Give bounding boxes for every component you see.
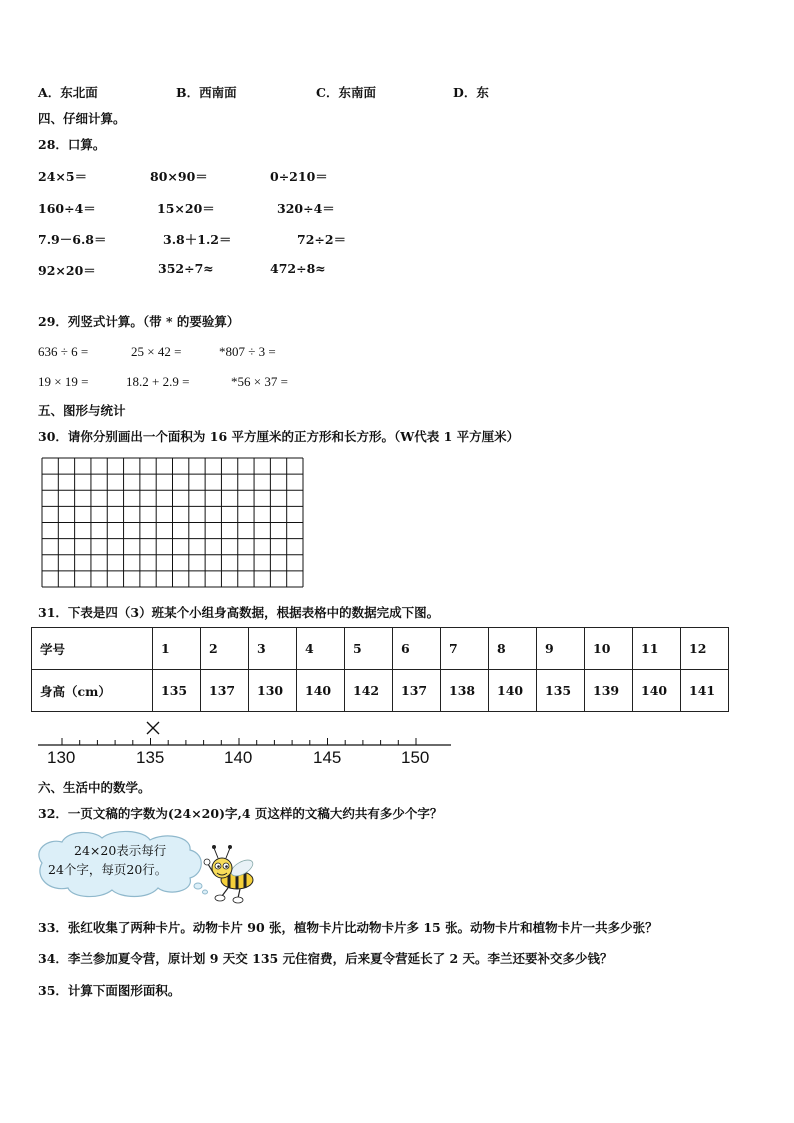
table-row-ids — [32, 628, 729, 670]
q29-item: 18.2 + 2.9 = — [126, 374, 190, 389]
table-cell: 4 — [297, 628, 345, 670]
bee-icon — [204, 845, 255, 903]
bubble-line-2: 24个字，每页20行。 — [48, 862, 168, 877]
q29-item: *56 × 37 = — [231, 374, 288, 389]
table-cell: 137 — [393, 670, 441, 712]
axis-tick-label: 130 — [47, 748, 76, 767]
option-c: C．东南面 — [316, 85, 376, 100]
table-cell: 12 — [681, 628, 729, 670]
q28-item: 7.9－6.8＝ — [38, 232, 107, 247]
table-cell: 130 — [249, 670, 297, 712]
q28-item: 92×20＝ — [38, 263, 96, 278]
table-cell: 140 — [297, 670, 345, 712]
table-cell: 137 — [201, 670, 249, 712]
table-cell: 140 — [489, 670, 537, 712]
section-4-title: 四、仔细计算。 — [38, 111, 126, 126]
axis-tick-label: 140 — [224, 748, 253, 767]
table-cell: 7 — [441, 628, 489, 670]
section-6-title: 六、生活中的数学。 — [38, 780, 151, 795]
table-cell: 11 — [633, 628, 681, 670]
q30-title: 30．请你分别画出一个面积为 16 平方厘米的正方形和长方形。（W代表 1 平方厘米） — [38, 429, 520, 444]
table-cell: 142 — [345, 670, 393, 712]
table-cell: 1 — [153, 628, 201, 670]
q28-title: 28．口算。 — [38, 137, 106, 152]
q28-item: 352÷7≈ — [158, 261, 214, 276]
option-d: D．东 — [453, 85, 489, 100]
q33-text: 33．张红收集了两种卡片。动物卡片 90 张，植物卡片比动物卡片多 15 张。动物卡片和植物卡片一共多少张？ — [38, 920, 658, 935]
option-a: A．东北面 — [38, 85, 98, 100]
q28-item: 160÷4＝ — [38, 201, 96, 216]
q28-item: 72÷2＝ — [297, 232, 347, 247]
table-cell: 139 — [585, 670, 633, 712]
q29-item: 25 × 42 = — [131, 344, 182, 359]
axis-tick-label: 135 — [136, 748, 165, 767]
table-cell: 9 — [537, 628, 585, 670]
q28-item: 3.8＋1.2＝ — [163, 232, 232, 247]
table-cell: 140 — [633, 670, 681, 712]
q34-text: 34．李兰参加夏令营，原计划 9 天交 135 元住宿费，后来夏令营延长了 2 天。李兰还要补交多少钱？ — [38, 951, 613, 966]
table-cell: 2 — [201, 628, 249, 670]
square-grid — [40, 457, 305, 589]
table-row-heights — [32, 670, 729, 712]
axis-tick-label: 150 — [401, 748, 430, 767]
table-cell: 8 — [489, 628, 537, 670]
q29-title: 29．列竖式计算。（带 * 的要验算） — [38, 314, 240, 329]
q28-item: 80×90＝ — [150, 169, 208, 184]
table-cell: 141 — [681, 670, 729, 712]
q28-item: 320÷4＝ — [277, 201, 335, 216]
q29-item: *807 ÷ 3 = — [219, 344, 276, 359]
option-b: B．西南面 — [176, 85, 237, 100]
q28-item: 15×20＝ — [157, 201, 215, 216]
table-cell: 3 — [249, 628, 297, 670]
q29-item: 636 ÷ 6 = — [38, 344, 89, 359]
table-header-id: 学号 — [32, 628, 153, 670]
q28-item: 24×5＝ — [38, 169, 88, 184]
table-cell: 5 — [345, 628, 393, 670]
q31-title: 31．下表是四（3）班某个小组身高数据，根据表格中的数据完成下图。 — [38, 605, 440, 620]
table-cell: 6 — [393, 628, 441, 670]
table-cell: 135 — [153, 670, 201, 712]
bubble-line-1: 24×20表示每行 — [74, 843, 167, 858]
q29-item: 19 × 19 = — [38, 374, 89, 389]
q28-item: 0÷210＝ — [270, 169, 328, 184]
table-cell: 138 — [441, 670, 489, 712]
axis-tick-label: 145 — [313, 748, 342, 767]
table-header-height: 身高（cm） — [32, 670, 153, 712]
table-cell: 135 — [537, 670, 585, 712]
q28-item: 472÷8≈ — [270, 261, 326, 276]
q35-text: 35．计算下面图形面积。 — [38, 983, 181, 998]
q32-title: 32．一页文稿的字数为(24×20)字,4 页这样的文稿大约共有多少个字？ — [38, 806, 443, 821]
height-table — [31, 627, 729, 712]
section-5-title: 五、图形与统计 — [38, 403, 126, 418]
table-cell: 10 — [585, 628, 633, 670]
